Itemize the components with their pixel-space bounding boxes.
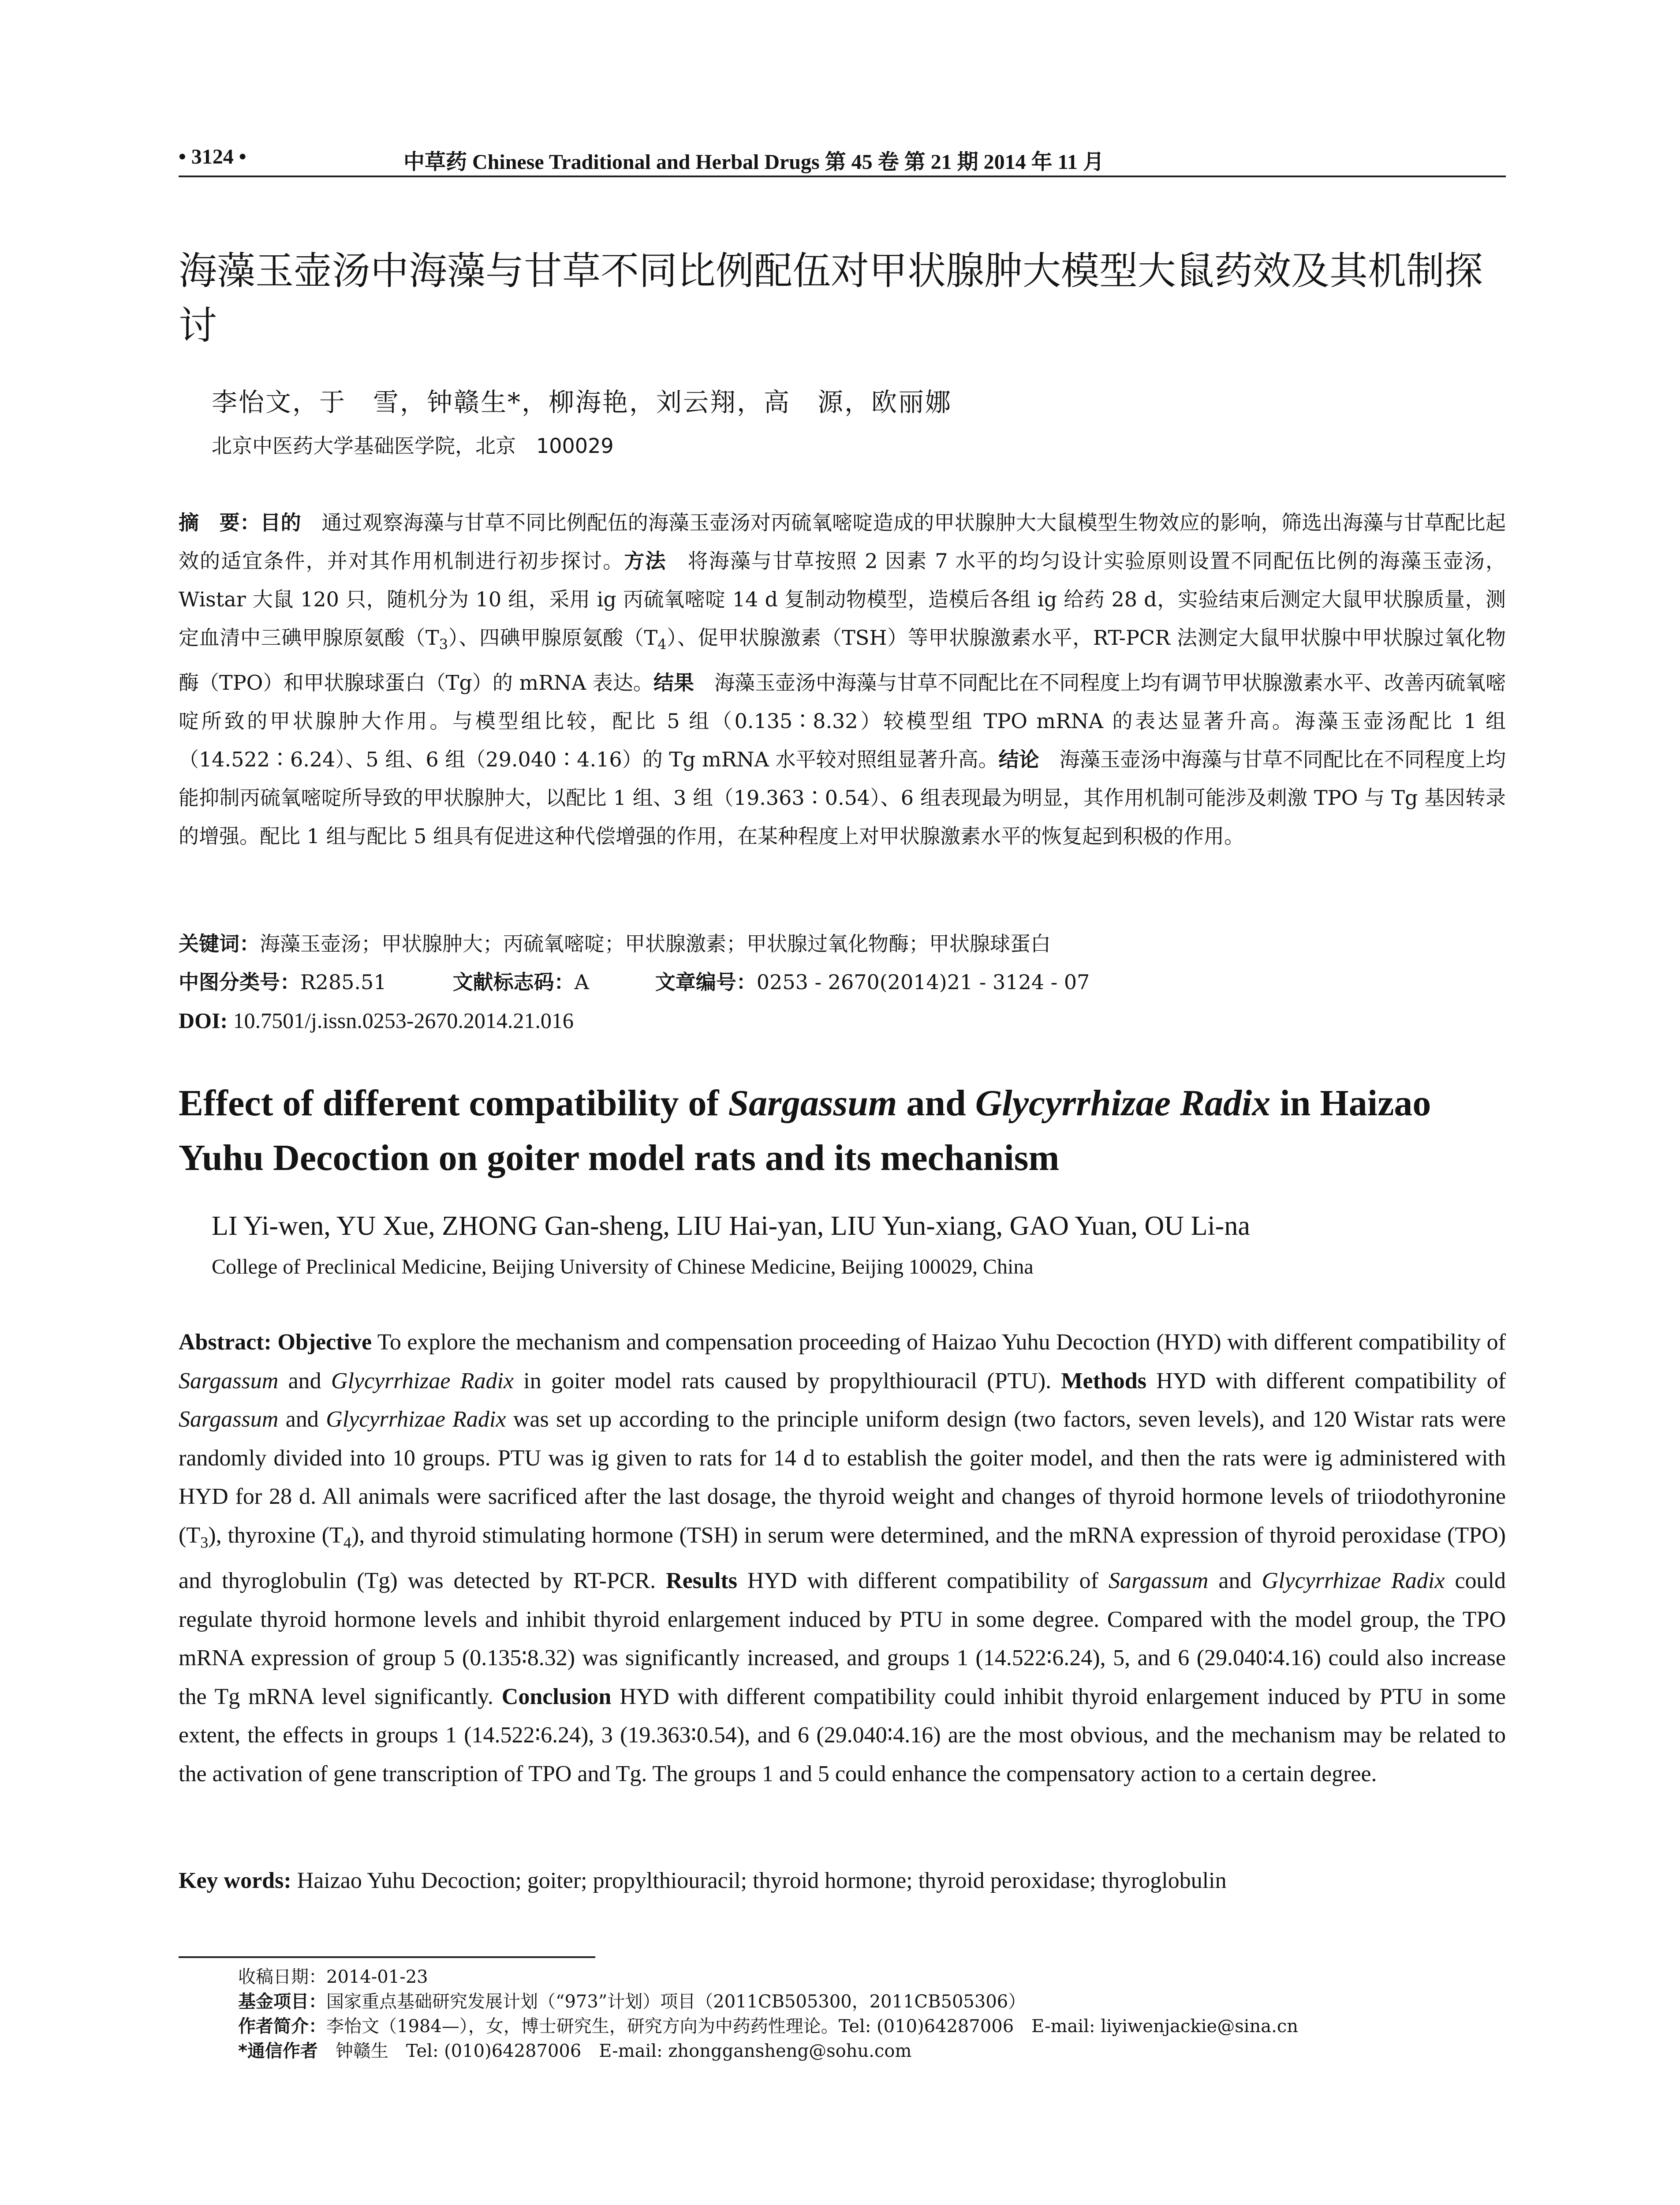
methods-text-d: ), and thyroid stimulating hormone (TSH) in serum were determined, and the mRNA expression of thyroid peroxidase (TPO) and thyroglobulin (Tg) was detected by RT-PCR. <box>179 1522 1506 1594</box>
article-number-value: 0253 - 2670(2014)21 - 3124 - 07 <box>756 970 1090 994</box>
chinese-affiliation: 北京中医药大学基础医学院，北京 100029 <box>212 434 614 458</box>
english-abstract <box>179 1323 1506 1793</box>
results-label: Results <box>666 1568 737 1594</box>
methods-text-b: was set up according to the principle uniform design (two factors, seven levels), and 120 Wistar rats were randomly divided into 10 groups. PTU was ig given to rats for 14 d to establish the goiter model, and then the rats were ig administered with HYD for 28 d. All animals were sacrificed after the last dosage, the thyroid weight and changes of thyroid hormone levels of triiodothyronine (T <box>179 1407 1506 1548</box>
page-number: • 3124 • <box>179 145 246 168</box>
corresponding-text: 钟赣生 Tel: (010)64287006 E-mail: zhonggansheng@sohu.com <box>317 2041 912 2061</box>
english-authors: LI Yi-wen, YU Xue, ZHONG Gan-sheng, LIU Hai-yan, LIU Yun-xiang, GAO Yuan, OU Li-na <box>212 1211 1250 1241</box>
english-keywords <box>179 1868 1227 1894</box>
methods-text-c: ）、促甲状腺激素（TSH）等甲状腺激素水平，RT-PCR 法测定大鼠甲状腺中甲状腺过氧化物酶（TPO）和甲状腺球蛋白（Tg）的 mRNA 表达。 <box>179 626 1506 695</box>
footnotes <box>238 1965 1298 2063</box>
keywords-label: Key words: <box>179 1868 291 1893</box>
keywords-text: 海藻玉壶汤；甲状腺肿大；丙硫氧嘧啶；甲状腺激素；甲状腺过氧化物酶；甲状腺球蛋白 <box>260 932 1051 956</box>
methods-text-c: ), thyroxine (T <box>208 1522 343 1548</box>
fund-text: 国家重点基础研究发展计划（“973”计划）项目（2011CB505300，2011CB505306） <box>326 1992 1026 2012</box>
subscript-3: 3 <box>439 636 448 653</box>
subscript-4: 4 <box>657 636 667 653</box>
english-affiliation: College of Preclinical Medicine, Beijing University of Chinese Medicine, Beijing 100029, China <box>212 1255 1034 1278</box>
keywords-label: 关键词： <box>179 932 260 956</box>
results-text-b: could regulate thyroid hormone levels and inhibit thyroid enlargement induced by PTU in some degree. Compared with the model group, the TPO mRNA expression of group 5 (0.135∶8.32) was significantly increased, and groups 1 (14.522∶6.24), 5, and 6 (29.040∶4.16) could also increase the Tg mRNA level significantly. <box>179 1568 1506 1709</box>
methods-text-b: ）、四碘甲腺原氨酸（T <box>448 626 658 650</box>
author-text: 李怡文（1984—），女，博士研究生，研究方向为中药药性理论。Tel: (010)64287006 E-mail: liyiwenjackie@sina.cn <box>326 2016 1299 2037</box>
and-text: and <box>278 1368 331 1394</box>
chinese-title: 海藻玉壶汤中海藻与甘草不同比例配伍对甲状腺肿大模型大鼠药效及其机制探讨 <box>179 248 1483 348</box>
objective-text-b: in goiter model rats caused by propylthiouracil (PTU). <box>514 1368 1061 1394</box>
methods-text-a: 将海藻与甘草按照 2 因素 7 水平的均匀设计实验原则设置不同配伍比例的海藻玉壶汤，Wistar 大鼠 120 只，随机分为 10 组，采用 ig 丙硫氧嘧啶 14 d 复制动物模型，造模后各组 ig 给药 28 d，实验结束后测定大鼠甲状腺质量，测定血清中三碘甲腺原氨酸（T <box>179 549 1506 650</box>
abstract-label: 摘 要： <box>179 511 261 534</box>
article-number-label: 文章编号： <box>655 970 757 994</box>
title-sargassum: Sargassum <box>728 1083 897 1124</box>
clc-value: R285.51 <box>300 970 387 994</box>
results-label: 结果 <box>653 671 694 695</box>
methods-label: 方法 <box>624 549 667 573</box>
sargassum-term: Sargassum <box>179 1407 279 1432</box>
title-part: and <box>897 1083 975 1124</box>
received-date: 收稿日期：2014-01-23 <box>238 1967 428 1987</box>
glycyrrhizae-term: Glycyrrhizae Radix <box>331 1368 514 1394</box>
doccode-label: 文献标志码： <box>452 970 575 994</box>
objective-text: To explore the mechanism and compensation proceeding of Haizao Yuhu Decoction (HYD) with different compatibility of <box>372 1330 1506 1355</box>
author-label: 作者简介： <box>238 2016 326 2037</box>
methods-label: Methods <box>1061 1368 1146 1394</box>
author-note <box>238 2014 1298 2039</box>
sargassum-term: Sargassum <box>1109 1568 1209 1594</box>
results-text-a: HYD with different compatibility of <box>737 1568 1109 1594</box>
title-glycyrrhizae: Glycyrrhizae Radix <box>975 1083 1271 1124</box>
conclusion-text: 海藻玉壶汤中海藻与甘草不同配比在不同程度上均能抑制丙硫氧嘧啶所导致的甲状腺肿大，以配比 1 组、3 组（19.363∶0.54）、6 组表现最为明显，其作用机制可能涉及刺激 TPO 与 Tg 基因转录的增强。配比 1 组与配比 5 组具有促进这种代偿增强的作用，在某种程度上对甲状腺激素水平的恢复起到积极的作用。 <box>179 747 1506 848</box>
classification-line <box>179 969 1090 995</box>
keywords-text: Haizao Yuhu Decoction; goiter; propylthiouracil; thyroid hormone; thyroid peroxidase; thyroglobulin <box>291 1868 1227 1893</box>
conclusion-text: HYD with different compatibility could inhibit thyroid enlargement induced by PTU in some extent, the effects in groups 1 (14.522∶6.24), 3 (19.363∶0.54), and 6 (29.040∶4.16) are the most obvious, and the mechanism may be related to the activation of gene transcription of TPO and Tg. The groups 1 and 5 could enhance the compensatory action to a certain degree. <box>179 1684 1506 1786</box>
chinese-keywords <box>179 931 1051 957</box>
clc-label: 中图分类号： <box>179 970 300 994</box>
doi-label: DOI: <box>179 1008 228 1033</box>
objective-label: Objective <box>271 1330 372 1355</box>
title-part: Effect of different compatibility of <box>179 1083 728 1124</box>
footnote-rule <box>179 1956 595 1958</box>
journal-name: 中草药 Chinese Traditional and Herbal Drugs 第 45 卷 第 21 期 2014 年 11 月 <box>403 150 1105 174</box>
doccode-value: A <box>574 970 589 994</box>
glycyrrhizae-term: Glycyrrhizae Radix <box>326 1407 506 1432</box>
doi-value: 10.7501/j.issn.0253-2670.2014.21.016 <box>228 1008 574 1033</box>
subscript-4: 4 <box>343 1533 351 1551</box>
conclusion-label: Conclusion <box>501 1684 612 1709</box>
corresponding-label: *通信作者 <box>238 2041 318 2061</box>
fund-label: 基金项目： <box>238 1992 326 2012</box>
title-part: in Haizao Yuhu Decoction on goiter model rats and its mechanism <box>179 1083 1431 1178</box>
objective-label: 目的 <box>260 511 301 534</box>
chinese-abstract <box>179 504 1506 856</box>
running-header <box>179 140 1506 176</box>
subscript-3: 3 <box>200 1533 209 1551</box>
methods-text-a: HYD with different compatibility of <box>1146 1368 1506 1394</box>
and-text: and <box>1208 1568 1262 1594</box>
abstract-label: Abstract: <box>179 1330 272 1355</box>
conclusion-label: 结论 <box>998 747 1039 772</box>
results-text: 海藻玉壶汤中海藻与甘草不同配比在不同程度上均有调节甲状腺激素水平、改善丙硫氧嘧啶所致的甲状腺肿大作用。与模型组比较，配比 5 组（0.135∶8.32）较模型组 TPO mRNA 的表达显著升高。海藻玉壶汤配比 1 组（14.522∶6.24）、5 组、6 组（29.040∶4.16）的 Tg mRNA 水平较对照组显著升高。 <box>179 671 1506 772</box>
and-text: and <box>278 1407 326 1432</box>
chinese-authors: 李怡文，于 雪，钟赣生*，柳海艳，刘云翔，高 源，欧丽娜 <box>212 387 952 417</box>
sargassum-term: Sargassum <box>179 1368 279 1394</box>
corresponding-note <box>238 2039 1298 2063</box>
english-title <box>179 1076 1506 1185</box>
fund-note <box>238 1989 1298 2014</box>
glycyrrhizae-term: Glycyrrhizae Radix <box>1262 1568 1445 1594</box>
objective-text: 通过观察海藻与甘草不同比例配伍的海藻玉壶汤对丙硫氧嘧啶造成的甲状腺肿大大鼠模型生物效应的影响，筛选出海藻与甘草配比起效的适宜条件，并对其作用机制进行初步探讨。 <box>179 511 1506 573</box>
header-rule <box>179 176 1506 177</box>
doi-line <box>179 1007 574 1034</box>
